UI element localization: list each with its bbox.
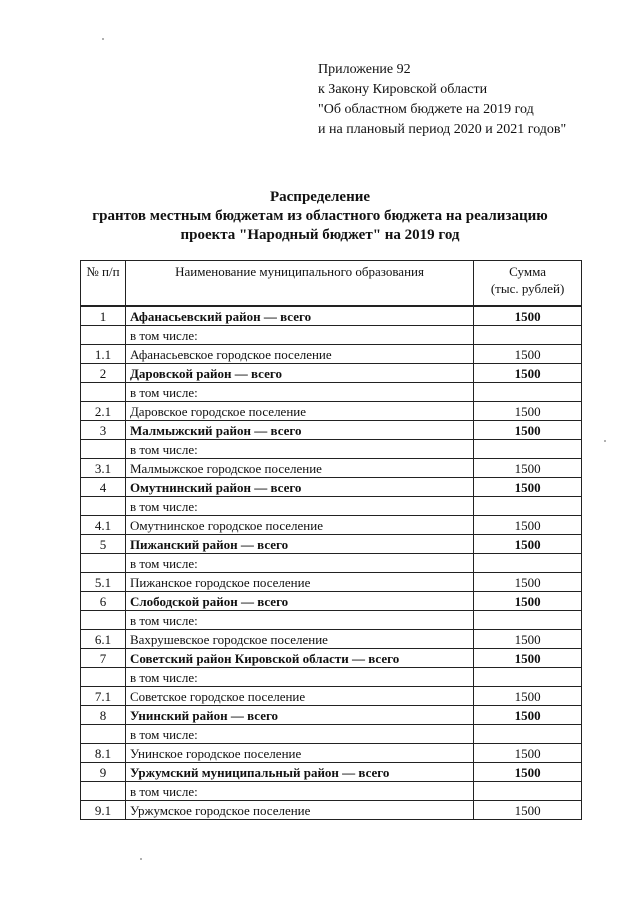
row-sum: 1500 [474,630,582,649]
row-sum [474,782,582,801]
row-name: в том числе: [125,668,473,687]
scan-speck [604,440,606,442]
row-name: Малмыжское городское поселение [125,459,473,478]
row-sum: 1500 [474,421,582,440]
table-row-settlement [81,573,582,592]
row-number [81,383,126,402]
row-name: Унинский район — всего [125,706,473,725]
table-row-including [81,668,582,687]
grants-table [80,260,582,820]
table-row-district [81,649,582,668]
row-name: в том числе: [125,725,473,744]
row-name: в том числе: [125,326,473,345]
row-sum: 1500 [474,801,582,820]
table-header-row [81,261,582,307]
document-title [0,188,640,245]
row-sum: 1500 [474,687,582,706]
row-name: в том числе: [125,383,473,402]
title-line: грантов местным бюджетам из областного бюджета на реализацию [92,208,548,224]
table-row-including [81,782,582,801]
row-sum: 1500 [474,516,582,535]
row-name: Малмыжский район — всего [125,421,473,440]
row-sum [474,611,582,630]
row-name: в том числе: [125,440,473,459]
row-sum [474,668,582,687]
row-name: Омутнинский район — всего [125,478,473,497]
appendix-header [318,60,566,140]
row-sum: 1500 [474,364,582,383]
row-name: в том числе: [125,554,473,573]
title-line: проекта "Народный бюджет" на 2019 год [180,227,460,243]
table-row-district [81,421,582,440]
row-sum [474,497,582,516]
column-header-sum [474,261,582,307]
table-row-district [81,306,582,326]
table-row-district [81,478,582,497]
table-row-settlement [81,687,582,706]
row-name: Уржумское городское поселение [125,801,473,820]
row-name: Омутнинское городское поселение [125,516,473,535]
table-row-including [81,497,582,516]
table-row-including [81,326,582,345]
row-number: 9.1 [81,801,126,820]
row-sum [474,554,582,573]
row-name: Унинское городское поселение [125,744,473,763]
row-name: Советское городское поселение [125,687,473,706]
row-sum: 1500 [474,535,582,554]
table-row-district [81,706,582,725]
row-number: 2 [81,364,126,383]
row-number: 5 [81,535,126,554]
row-name: Вахрушевское городское поселение [125,630,473,649]
row-name: Пижанское городское поселение [125,573,473,592]
row-number [81,782,126,801]
table-row-district [81,763,582,782]
row-number: 7.1 [81,687,126,706]
row-number: 2.1 [81,402,126,421]
row-name: в том числе: [125,782,473,801]
row-number [81,611,126,630]
appendix-line: Приложение 92 [318,62,411,77]
row-number [81,326,126,345]
row-name: Советский район Кировской области — всего [125,649,473,668]
appendix-line: и на плановый период 2020 и 2021 годов" [318,122,567,137]
row-number: 3.1 [81,459,126,478]
row-name: в том числе: [125,611,473,630]
row-number [81,725,126,744]
table-row-settlement [81,744,582,763]
row-name: Афанасьевский район — всего [125,306,473,326]
scan-speck [102,38,104,40]
scan-speck [140,858,142,860]
table-row-district [81,364,582,383]
row-name: в том числе: [125,497,473,516]
row-sum: 1500 [474,744,582,763]
row-number: 5.1 [81,573,126,592]
row-sum [474,725,582,744]
row-sum: 1500 [474,649,582,668]
row-name: Слободской район — всего [125,592,473,611]
row-number: 4.1 [81,516,126,535]
table-row-including [81,440,582,459]
row-sum: 1500 [474,573,582,592]
row-number: 9 [81,763,126,782]
table-row-district [81,535,582,554]
row-sum: 1500 [474,306,582,326]
table-row-settlement [81,402,582,421]
appendix-line: "Об областном бюджете на 2019 год [318,102,534,117]
table-row-settlement [81,345,582,364]
table-row-including [81,554,582,573]
row-number: 8.1 [81,744,126,763]
row-number: 1 [81,306,126,326]
row-number: 4 [81,478,126,497]
row-sum: 1500 [474,706,582,725]
table-row-settlement [81,516,582,535]
row-number: 8 [81,706,126,725]
row-number [81,554,126,573]
row-number: 1.1 [81,345,126,364]
table-row-including [81,725,582,744]
column-header-name: Наименование муниципального образования [125,261,473,307]
appendix-line: к Закону Кировской области [318,82,488,97]
table-row-district [81,592,582,611]
table-row-settlement [81,459,582,478]
row-sum: 1500 [474,763,582,782]
table-row-settlement [81,801,582,820]
row-name: Пижанский район — всего [125,535,473,554]
column-header-sum-line1: Сумма [509,264,546,279]
row-name: Афанасьевское городское поселение [125,345,473,364]
row-number: 6 [81,592,126,611]
row-sum [474,440,582,459]
row-number: 7 [81,649,126,668]
table-row-including [81,383,582,402]
row-sum: 1500 [474,478,582,497]
row-number: 3 [81,421,126,440]
row-number [81,440,126,459]
row-sum [474,326,582,345]
column-header-sum-line2: (тыс. рублей) [490,281,565,296]
row-number: 6.1 [81,630,126,649]
row-name: Даровское городское поселение [125,402,473,421]
table-body [81,306,582,820]
row-number [81,497,126,516]
title-line: Распределение [269,189,371,205]
row-number [81,668,126,687]
row-sum [474,383,582,402]
row-sum: 1500 [474,345,582,364]
row-sum: 1500 [474,459,582,478]
row-sum: 1500 [474,402,582,421]
row-sum: 1500 [474,592,582,611]
table-row-settlement [81,630,582,649]
column-header-number: № п/п [81,261,126,307]
row-name: Уржумский муниципальный район — всего [125,763,473,782]
table-row-including [81,611,582,630]
row-name: Даровской район — всего [125,364,473,383]
